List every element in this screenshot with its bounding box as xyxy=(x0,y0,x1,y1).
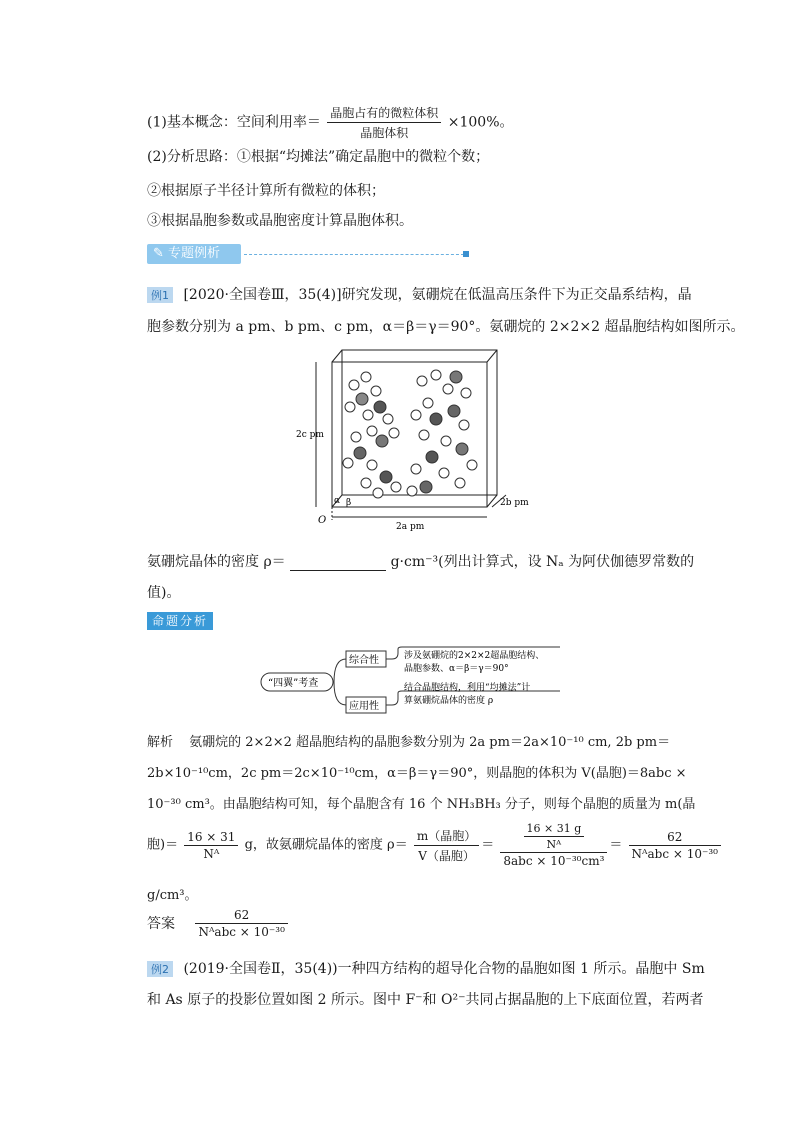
mindmap-branch-1-text-1: 涉及氨硼烷的2×2×2超晶胞结构、 xyxy=(404,651,545,661)
solution-line-1 xyxy=(147,731,670,750)
answer-line xyxy=(147,908,290,939)
mindmap-root-label: “四翼”考查 xyxy=(268,678,319,689)
final-fraction xyxy=(629,830,721,861)
width-label: 2a pm xyxy=(396,522,425,532)
compound-fraction xyxy=(500,822,607,868)
density-question-pre: 氨硼烷晶体的密度 ρ＝ xyxy=(147,554,286,570)
crystal-structure-figure xyxy=(296,345,536,535)
final-fraction-numerator: 62 xyxy=(629,830,721,846)
idea-line-3: ③根据晶胞参数或晶胞密度计算晶胞体积。 xyxy=(147,213,413,229)
space-utilization-fraction xyxy=(327,104,441,141)
mindmap-branch-1-text-2: 晶胞参数、α＝β＝γ＝90° xyxy=(404,664,509,674)
proposition-analysis-badge: 命题分析 xyxy=(147,612,213,630)
alpha-label: α xyxy=(334,496,341,506)
inner-fraction xyxy=(524,822,585,851)
density-question-post: g·cm⁻³(列出计算式，设 Nₐ 为阿伏伽德罗常数的 xyxy=(390,554,695,570)
compound-fraction-numerator xyxy=(500,822,607,853)
mass-fraction-denominator: Nᴬ xyxy=(203,846,220,861)
height-label: 2c pm xyxy=(296,430,324,440)
mindmap-branch-2-text-2: 算氨硼烷晶体的密度 ρ xyxy=(404,696,494,706)
inner-fraction-denominator: Nᴬ xyxy=(546,838,562,851)
example1-line-2: 胞参数分别为 a pm、b pm、c pm，α＝β＝γ＝90°。氨硼烷的 2×2×2 超晶胞结构如图所示。 xyxy=(147,319,745,335)
idea-line-1: (2)分析思路：①根据“均摊法”确定晶胞中的微粒个数； xyxy=(147,149,490,165)
answer-fraction-numerator: 62 xyxy=(195,908,287,924)
mass-fraction-numerator: 16 × 31 xyxy=(184,830,238,846)
example2-line-2: 和 As 原子的投影位置如图 2 所示。图中 F⁻和 O²⁻共同占据晶胞的上下底面位置，若两者 xyxy=(147,992,704,1008)
answer-label: 答案 xyxy=(147,915,175,932)
four-wing-mindmap xyxy=(260,645,570,715)
fraction-denominator: 晶胞体积 xyxy=(360,126,409,140)
solution-line-3: 10⁻³⁰ cm³。由晶胞结构可知，每个晶胞含有 16 个 NH₃BH₃ 分子，则每个晶胞的质量为 m(晶 xyxy=(147,797,696,812)
banner-end-square xyxy=(463,251,469,257)
beta-label: β xyxy=(346,498,352,508)
answer-fraction-denominator: Nᴬabc × 10⁻³⁰ xyxy=(198,925,285,939)
solution-label: 解析 xyxy=(147,735,174,750)
basic-concept-line xyxy=(147,104,514,141)
fraction-numerator: 晶胞占有的微粒体积 xyxy=(327,104,441,123)
solution-line-2: 2b×10⁻¹⁰cm，2c pm＝2c×10⁻¹⁰cm，α＝β＝γ＝90°，则晶胞的体积为 V(晶胞)＝8abc × xyxy=(147,766,687,781)
mindmap-branch-2-label: 应用性 xyxy=(349,701,379,712)
idea-line-2: ②根据原子半径计算所有微粒的体积； xyxy=(147,183,385,199)
solution-text-4-mid: g，故氨硼烷晶体的密度 ρ＝ xyxy=(244,837,408,853)
example2-text-1: (2019·全国卷Ⅱ，35(4))一种四方结构的超导化合物的晶胞如图 1 所示。晶胞中 Sm xyxy=(183,961,705,977)
answer-fraction xyxy=(195,908,287,939)
mindmap-branch-1-label: 综合性 xyxy=(349,655,379,666)
density-question xyxy=(147,551,694,571)
solution-line-4: 胞)＝ $\frac{16 \times 31}{\text{Nᴬ}}$ g，故氨硼烷晶体的密度 ρ＝ $\frac{\text{m（晶胞）}}{\text{V（晶胞）}}$ ＝ $\frac{\frac{16 \times 31 g}{\text{Nᴬ}}}{\text{8abc × 10⁻³⁰cm³}}$ ＝ $\frac{62}{\text{Nᴬabc × 10⁻³⁰}}$ xyxy=(147,822,723,868)
density-fraction-denominator: V（晶胞） xyxy=(418,848,475,863)
pencil-icon: ✎ xyxy=(153,246,164,261)
compound-fraction-denominator: 8abc × 10⁻³⁰cm³ xyxy=(503,854,605,868)
depth-label: 2b pm xyxy=(500,498,529,508)
basic-concept-suffix: ×100%。 xyxy=(447,114,514,131)
density-fraction-numerator: m（晶胞） xyxy=(414,827,479,846)
mass-fraction xyxy=(184,830,238,861)
density-question-line-2: 值)。 xyxy=(147,585,181,601)
banner-title: 专题例析 xyxy=(168,246,221,261)
origin-label: O xyxy=(318,515,327,526)
example1-text-1: [2020·全国卷Ⅲ，35(4)]研究发现，氨硼烷在低温高压条件下为正交晶系结构，晶 xyxy=(183,287,692,303)
basic-concept-label: (1)基本概念：空间利用率＝ xyxy=(147,114,321,131)
solution-text-1: 氨硼烷的 2×2×2 超晶胞结构的晶胞参数分别为 2a pm＝2a×10⁻¹⁰ cm, 2b pm＝ xyxy=(189,735,671,750)
example2-tag: 例2 xyxy=(147,961,173,977)
example2-line-1 xyxy=(147,958,705,978)
final-fraction-denominator: Nᴬabc × 10⁻³⁰ xyxy=(631,846,718,861)
mindmap-branch-2-text-1: 结合晶胞结构，利用“均摊法”计 xyxy=(404,683,531,693)
example1-line-1 xyxy=(147,284,692,304)
topic-example-banner xyxy=(147,244,241,264)
example1-tag: 例1 xyxy=(147,287,173,303)
answer-blank[interactable] xyxy=(290,556,386,571)
banner-dashed-line xyxy=(244,254,464,255)
density-fraction xyxy=(414,827,479,864)
solution-text-4-pre: 胞)＝ xyxy=(147,837,179,853)
solution-line-5: g/cm³。 xyxy=(147,888,198,903)
inner-fraction-numerator: 16 × 31 g xyxy=(524,822,585,837)
